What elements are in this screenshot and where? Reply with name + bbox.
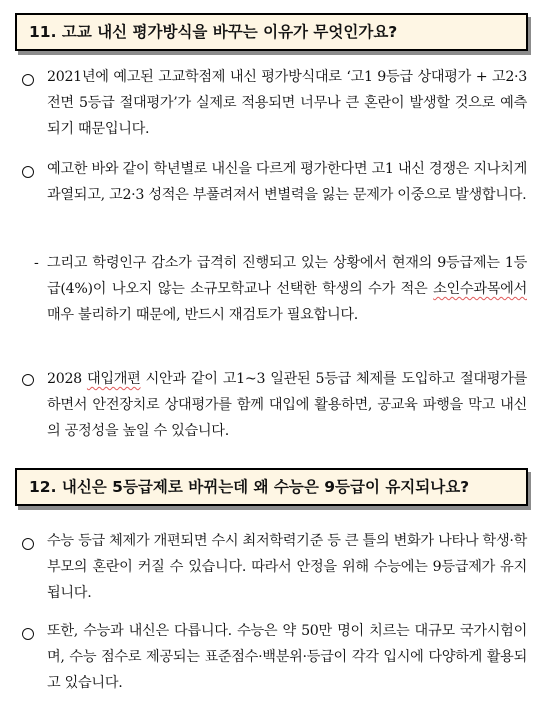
- bullet-circle: [22, 628, 34, 640]
- question-11-title: 11. 고교 내신 평가방식을 바꾸는 이유가 무엇인가요?: [15, 13, 528, 51]
- dash-marker: -: [34, 255, 39, 271]
- text-segment: 그리고 학령인구 감소가 급격히 진행되고 있는 상황에서 현재의 9등급제는 1등급(4%)이 나오지 않는 소규모학교나 선택한 학생의 수가 적은: [47, 255, 527, 297]
- q12-paragraph-2: 또한, 수능과 내신은 다릅니다. 수능은 약 50만 명이 치르는 대규모 국가시험이며, 수능 점수로 제공되는 표준점수·백분위·등급이 각각 입시에 다양하게 활용되고 있습니다.: [47, 623, 527, 691]
- text-segment: 시안과 같이 고1~3 일관된 5등급 체제를 도입하고 절대평가를 하면서 안전장치로 상대평가를 함께 대입에 활용하면, 공교육 파행을 막고 내신의 공정성을 높일 수 있습니다.: [47, 371, 527, 439]
- text-segment: 매우 불리하기 때문에, 반드시 재검토가 필요합니다.: [47, 307, 358, 323]
- text-segment-underlined: 대입개편: [86, 371, 141, 387]
- q11-paragraph-4: [47, 366, 527, 444]
- bullet-circle: [22, 166, 34, 178]
- bullet-circle: [22, 74, 34, 86]
- text-segment-underlined: 소인수과목에서: [433, 281, 527, 297]
- bullet-circle: [22, 538, 34, 550]
- q12-paragraph-1: 수능 등급 체제가 개편되면 수시 최저학력기준 등 큰 틀의 변화가 나타나 학생·학부모의 혼란이 커질 수 있습니다. 따라서 안정을 위해 수능에는 9등급제가 유지됩니다.: [47, 533, 527, 601]
- question-12-title: 12. 내신은 5등급제로 바뀌는데 왜 수능은 9등급이 유지되나요?: [15, 468, 528, 506]
- q11-paragraph-1: 2021년에 예고된 고교학점제 내신 평가방식대로 ‘고1 9등급 상대평가 + 고2·3 전면 5등급 절대평가’가 실제로 적용되면 너무나 큰 혼란이 발생할 것으로 예측되기 때문입니다.: [47, 69, 527, 137]
- q11-paragraph-2: 예고한 바와 같이 학년별로 내신을 다르게 평가한다면 고1 내신 경쟁은 지나치게 과열되고, 고2·3 성적은 부풀려져서 변별력을 잃는 문제가 이중으로 발생합니다.: [47, 161, 527, 203]
- text-segment: 2028: [47, 371, 87, 387]
- bullet-circle: [22, 374, 34, 386]
- q11-paragraph-3: [47, 250, 527, 328]
